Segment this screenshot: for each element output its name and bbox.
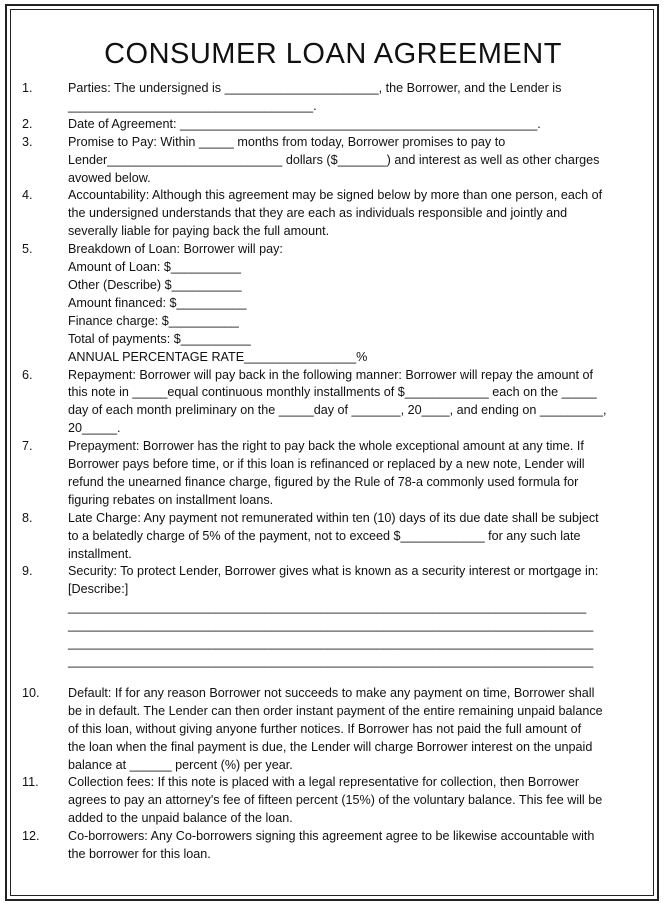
clause-item (22, 685, 646, 775)
clause-line: Default: If for any reason Borrower not succeeds to make any payment on time, Borrower shall (68, 685, 595, 700)
document-title: CONSUMER LOAN AGREEMENT (104, 38, 562, 70)
clause-item (22, 241, 646, 366)
clause-line: Security: To protect Lender, Borrower gives what is known as a security interest or mortgage in: (68, 564, 599, 579)
clause-line: ___________________________________. (68, 98, 317, 113)
clause-line: Parties: The undersigned is ______________________, the Borrower, and the Lender is (68, 81, 562, 95)
clause-item (22, 828, 646, 864)
clause-item (22, 80, 646, 116)
clause-line: installment. (68, 546, 132, 561)
clause-number: 9. (22, 564, 33, 579)
clause-line: Prepayment: Borrower has the right to pay back the whole exceptional amount at any time. If (68, 439, 584, 454)
clause-line: ___________________________________________________________________________ (68, 618, 594, 633)
clause-line: [Describe:] (68, 582, 129, 597)
clause-line: 20_____. (68, 421, 121, 436)
clause-number: 3. (22, 134, 33, 149)
clause-number: 6. (22, 367, 33, 382)
clause-line: Date of Agreement: ___________________________________________________. (68, 116, 541, 131)
clause-line: Borrower pays before time, or if this loan is refinanced or replaced by a new note, Lender will (68, 457, 585, 472)
clause-item (22, 510, 646, 564)
clause-body (68, 187, 646, 241)
clause-line: Late Charge: Any payment not remunerated within ten (10) days of its due date shall be subject (68, 510, 599, 525)
clause-line: Other (Describe) $__________ (68, 277, 242, 292)
clause-line: Collection fees: If this note is placed with a legal representative for collection, then Borrower (68, 775, 580, 790)
clause-body (68, 774, 646, 828)
clause-line: Repayment: Borrower will pay back in the following manner: Borrower will repay the amount of (68, 367, 593, 382)
clause-line: to a belatedly charge of 5% of the payment, not to exceed $____________ for any such late (68, 528, 581, 543)
clause-number: 8. (22, 510, 33, 525)
clause-line: Finance charge: $__________ (68, 313, 239, 328)
clause-body (68, 367, 646, 439)
clause-number: 10. (22, 685, 40, 700)
clause-line: Co-borrowers: Any Co-borrowers signing this agreement agree to be likewise accountable with (68, 829, 595, 844)
clause-number: 11. (22, 775, 39, 790)
clause-line: the borrower for this loan. (68, 847, 211, 862)
clause-line: __________________________________________________________________________ (68, 600, 587, 615)
clause-number: 5. (22, 242, 33, 257)
clause-body (68, 438, 646, 510)
clause-line: ___________________________________________________________________________ (68, 654, 594, 668)
clause-list (22, 80, 646, 864)
clause-body (68, 685, 646, 775)
clause-line: Amount of Loan: $__________ (68, 260, 241, 275)
clause-line: figuring rebates on installment loans. (68, 492, 274, 507)
clause-line: this note in _____equal continuous monthly installments of $____________ each on the _____ (68, 385, 597, 400)
clause-number: 2. (22, 116, 33, 131)
clause-number: 4. (22, 188, 33, 203)
clause-line: Amount financed: $__________ (68, 295, 247, 310)
clause-item (22, 367, 646, 439)
clause-line: ANNUAL PERCENTAGE RATE________________% (68, 349, 368, 364)
clause-line: refund the unearned finance charge, figured by the Rule of 78-a commonly used formula for (68, 474, 579, 489)
spacer (22, 671, 646, 685)
clause-body (68, 563, 646, 670)
clause-item (22, 563, 646, 670)
clause-line: Breakdown of Loan: Borrower will pay: (68, 242, 283, 257)
clause-line: agrees to pay an attorney's fee of fifteen percent (15%) of the voluntary balance. This fee will be (68, 793, 603, 808)
clause-line: balance at ______ percent (%) per year. (68, 757, 293, 772)
clause-item (22, 774, 646, 828)
clause-line: Lender_________________________ dollars ($_______) and interest as well as other charges (68, 152, 600, 167)
clause-line: ___________________________________________________________________________ (68, 636, 594, 651)
clause-line: added to the unpaid balance of the loan. (68, 811, 293, 826)
clause-line: the undersigned understands that they are each as individuals responsible and jointly and (68, 206, 568, 221)
clause-line: Total of payments: $__________ (68, 331, 251, 346)
clause-body (68, 116, 646, 134)
clause-number: 12. (22, 829, 40, 844)
clause-item (22, 116, 646, 134)
clause-line: avowed below. (68, 170, 151, 185)
clause-body (68, 241, 646, 366)
clause-line: day of each month preliminary on the _____day of _______, 20____, and ending on _________, (68, 403, 607, 418)
clause-body (68, 510, 646, 564)
clause-line: be in default. The Lender can then order instant payment of the entire remaining unpaid balance (68, 703, 603, 718)
clause-body (68, 80, 646, 116)
clause-item (22, 187, 646, 241)
clause-line: Promise to Pay: Within _____ months from today, Borrower promises to pay to (68, 134, 506, 149)
clause-line: of this loan, without giving anyone further notices. If Borrower has not paid the full amount of (68, 721, 582, 736)
clause-body (68, 134, 646, 188)
clause-body (68, 828, 646, 864)
clause-line: Accountability: Although this agreement may be signed below by more than one person, each of (68, 188, 603, 203)
clause-line: severally liable for paying back the full amount. (68, 224, 330, 239)
clause-number: 7. (22, 439, 33, 454)
clause-item (22, 438, 646, 510)
clause-item (22, 134, 646, 188)
clause-number: 1. (22, 81, 33, 95)
clause-line: the loan when the final payment is due, the Lender will charge Borrower interest on the unpaid (68, 739, 593, 754)
